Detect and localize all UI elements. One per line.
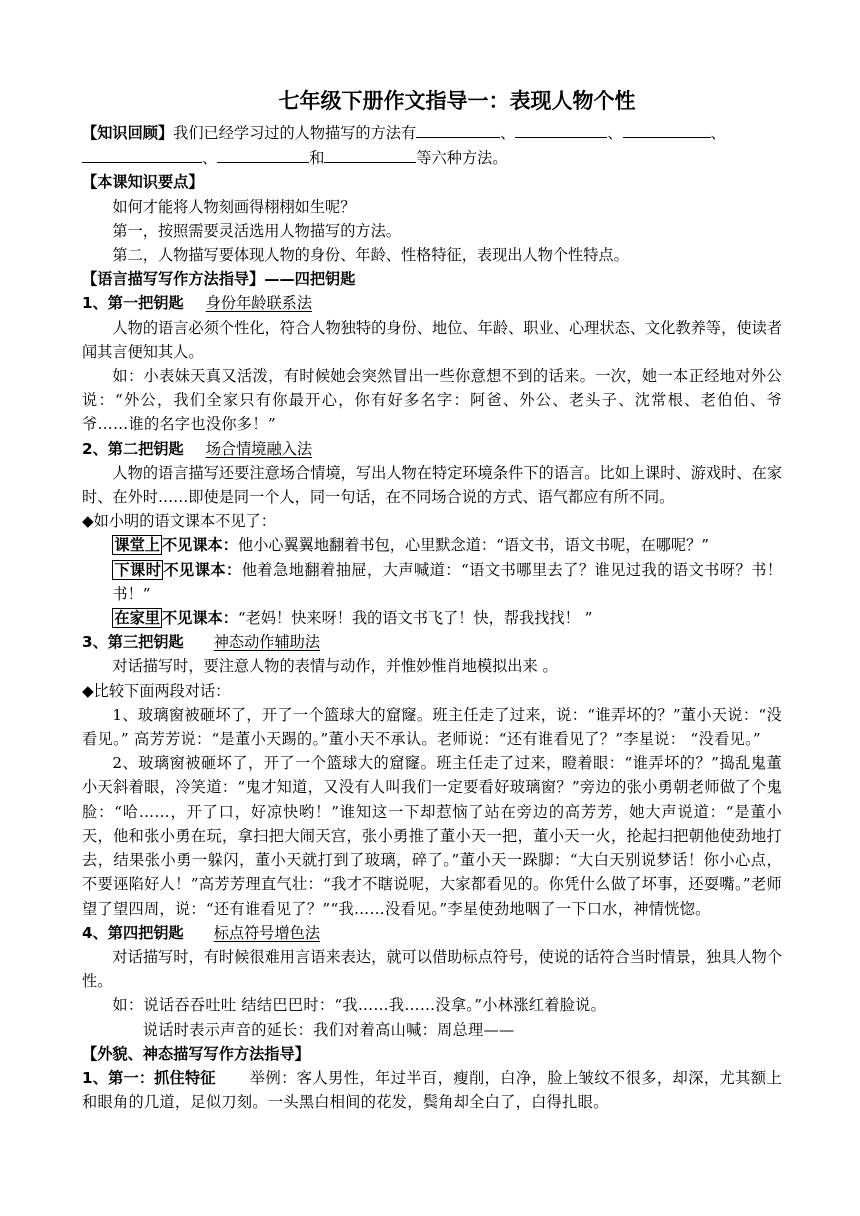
scene-home: 在家里 不见课本：“老妈！快来呀！我的语文书飞了！快，帮我找找！ ” xyxy=(114,609,593,628)
key3-name: 神态动作辅助法 xyxy=(213,633,321,652)
key4-example-2: 说话时表示声音的延长：我们对着高山喊：周总理—— xyxy=(142,1020,515,1039)
review-text-a: 我们已经学习过的人物描写的方法有 xyxy=(173,124,417,142)
page-title: 七年级下册作文指导一：表现人物个性 xyxy=(278,89,636,113)
key1-body: 人物的语言必须个性化，符合人物独特的身份、地位、年龄、职业、心理状态、文化教养等，使读者闻其言便知其人。 xyxy=(82,318,782,361)
scene-classroom: 课堂上 不见课本：他小心翼翼地翻着书包，心里默念道：“语文书，语文书呢，在哪呢？” xyxy=(114,536,710,555)
points-line-2: 第一，按照需要灵活选用人物描写的方法。 xyxy=(112,221,401,240)
blank-6[interactable] xyxy=(324,145,416,163)
key1-example: 如：小表妹天真又活泼，有时候她会突然冒出一些你意想不到的话来。一次，她一本正经地对外公说：“外公，我们全家只有你最开心，你有好多名字：阿爸、外公、老头子、沈常根、老伯伯、爷爷……谁的名字也没你多！” xyxy=(82,367,782,434)
review-text-b: 等六种方法。 xyxy=(416,149,508,168)
dialogue-2: 2、玻璃窗被砸坏了，开了一个篮球大的窟窿。班主任走了过来，瞪着眼：“谁弄坏的？”捣乱鬼董小天斜着眼，冷笑道：“鬼才知道，又没有人叫我们一定要看好玻璃窗？”旁边的张小勇朝老师做了个鬼脸：“哈……，开了口，好凉快哟！”谁知这一下却惹恼了站在旁边的高芳芳，她大声说道：“是董小天，他和张小勇在玩，拿扫把大闹天宫，张小勇推了董小天一把，董小天一火，抡起扫把朝他使劲地打去，结果张小勇一躲闪，董小天就打到了玻璃，碎了。”董小天一跺脚：“大白天别说梦话！你小心点，不要诬陷好人！”高芳芳理直气壮：“我才不瞎说呢，大家都看见的。你凭什么做了坏事，还耍嘴。”老师望了望四周，说：“还有谁看见了？”“我……没看见。”李星使劲地咽了一下口水，神情恍惚。 xyxy=(82,754,782,918)
blank-1[interactable] xyxy=(416,120,500,138)
appearance-heading: 【外貌、神态描写写作方法指导】 xyxy=(82,1044,310,1063)
scene-box: 在家里 xyxy=(114,609,160,628)
key4-name: 标点符号增色法 xyxy=(213,923,321,942)
blank-2[interactable] xyxy=(515,120,607,138)
points-line-1: 如何才能将人物刻画得栩栩如生呢？ xyxy=(112,197,356,216)
key2-body: 人物的语言描写还要注意场合情境，写出人物在特定环境条件下的语言。比如上课时、游戏时、在家时、在外时……即使是同一个人，同一句话，在不同场合说的方式、语气都应有所不同。 xyxy=(82,463,782,507)
points-line-3: 第二，人物描写要体现人物的身份、年龄、性格特征，表现出人物个性特点。 xyxy=(112,246,629,265)
appearance-item-1: 1、第一：抓住特征 举例：客人男性，年过半百，瘦削，白净，脸上皱纹不很多，却深，尤其额上和眼角的几道，足似刀刻。一头黑白相间的花发，鬓角却全白了，白得扎眼。 xyxy=(82,1068,782,1112)
blank-4[interactable] xyxy=(82,145,202,163)
key2-heading: 2、第二把钥匙 场合情境融入法 xyxy=(82,439,313,458)
key2-lead: ◆如小明的语文课本不见了： xyxy=(82,512,276,531)
key1-name: 身份年龄联系法 xyxy=(205,294,313,313)
key4-body: 对话描写时，有时候很难用言语来表达，就可以借助标点符号，使说的话符合当时情景，独具人物个性。 xyxy=(82,947,782,991)
blank-5[interactable] xyxy=(217,145,309,163)
key1-heading: 1、第一把钥匙 身份年龄联系法 xyxy=(82,294,313,313)
points-heading: 【本课知识要点】 xyxy=(82,173,204,192)
key2-name: 场合情境融入法 xyxy=(205,439,313,458)
key4-heading: 4、第四把钥匙 标点符号增色法 xyxy=(82,923,321,942)
dialogue-1: 1、玻璃窗被砸坏了，开了一个篮球大的窟窿。班主任走了过来，说：“谁弄坏的？”董小天说：“没看见。” 高芳芳说：“是董小天踢的。”董小天不承认。老师说：“还有谁看见了？”李星说： “没看见。” xyxy=(82,705,782,749)
key4-example-1: 如：说话吞吞吐吐 结结巴巴时：“我……我……没拿。”小林涨红着脸说。 xyxy=(112,996,607,1015)
review-and: 和 xyxy=(309,149,325,168)
scene-break: 下课时 不见课本：他着急地翻着抽屉，大声喊道：“语文书哪里去了？谁见过我的语文书呀？书！书！” xyxy=(112,560,783,603)
scene-box: 课堂上 xyxy=(114,536,160,555)
document-page xyxy=(82,86,782,1114)
language-heading: 【语言描写写作方法指导】——四把钥匙 xyxy=(82,270,356,289)
key3-body: 对话描写时，要注意人物的表情与动作，并惟妙惟肖地模拟出来 。 xyxy=(112,657,558,676)
review-section: 【知识回顾】我们已经学习过的人物描写的方法有 、 、 、 、 和 等六种方法。 xyxy=(82,120,782,170)
key3-heading: 3、第三把钥匙 神态动作辅助法 xyxy=(82,633,321,652)
review-label: 【知识回顾】 xyxy=(82,124,174,142)
scene-box: 下课时 xyxy=(114,560,162,579)
blank-3[interactable] xyxy=(623,120,711,138)
key3-lead: ◆比较下面两段对话： xyxy=(82,681,231,700)
